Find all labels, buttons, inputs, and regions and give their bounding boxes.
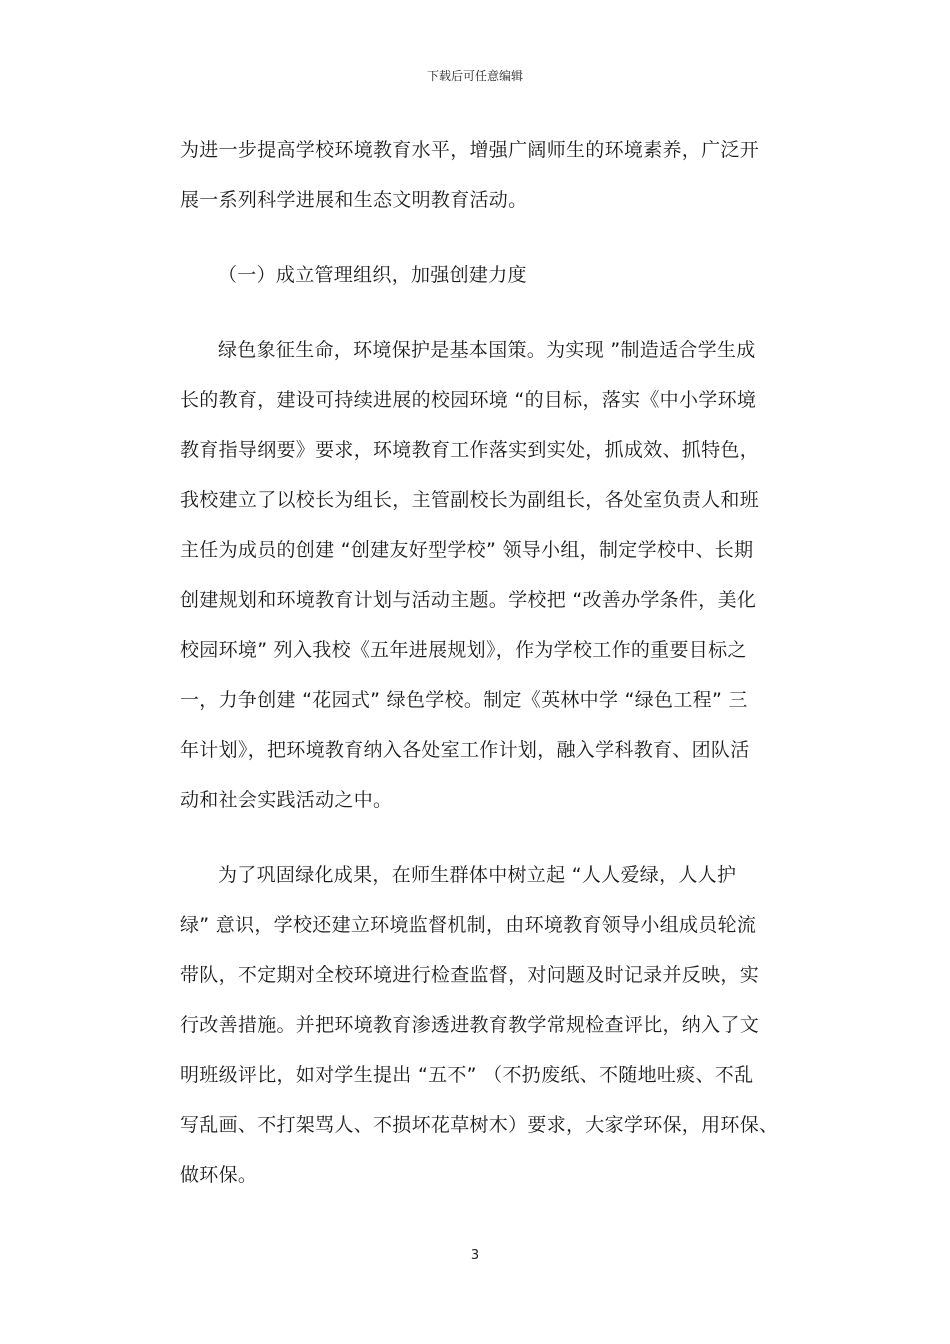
paragraph-3-line-1: 为了巩固绿化成果，在师生群体中树立起 “人人爱绿，人人护 — [218, 864, 737, 886]
paragraph-2-line-4: 我校建立了以校长为组长，主管副校长为副组长，各处室负责人和班 — [180, 489, 760, 511]
paragraph-3-line-6: 写乱画、不打架骂人、不损坏花草树木）要求，大家学环保，用环保、 — [180, 1114, 779, 1136]
paragraph-3-line-2: 绿” 意识，学校还建立环境监督机制，由环境教育领导小组成员轮流 — [180, 914, 757, 936]
paragraph-2-line-2: 长的教育，建设可持续进展的校园环境 “的目标，落实《中小学环境 — [180, 389, 757, 411]
paragraph-2-line-10: 动和社会实践活动之中。 — [180, 789, 393, 811]
paragraph-3-line-3: 带队，不定期对全校环境进行检查监督，对问题及时记录并反映，实 — [180, 964, 760, 986]
paragraph-2-line-3: 教育指导纲要》要求，环境教育工作落实到实处，抓成效、抓特色， — [180, 439, 760, 461]
page-number: 3 — [470, 1248, 480, 1263]
paragraph-1-line-1: 为进一步提高学校环境教育水平，增强广阔师生的环境素养，广泛开 — [180, 139, 760, 161]
paragraph-3-line-4: 行改善措施。并把环境教育渗透进教育教学常规检查评比，纳入了文 — [180, 1014, 760, 1036]
paragraph-1-line-2: 展一系列科学进展和生态文明教育活动。 — [180, 189, 528, 211]
paragraph-2-line-5: 主任为成员的创建 “创建友好型学校” 领导小组，制定学校中、长期 — [180, 539, 754, 561]
paragraph-2-line-7: 校园环境” 列入我校《五年进展规划》，作为学校工作的重要目标之 — [180, 639, 747, 661]
paragraph-3-line-7: 做环保。 — [180, 1164, 258, 1186]
page-header: 下载后可任意编辑 — [426, 69, 523, 83]
paragraph-2-line-8: 一，力争创建 “花园式” 绿色学校。制定《英林中学 “绿色工程” 三 — [180, 689, 748, 711]
section-heading: （一）成立管理组织，加强创建力度 — [218, 264, 527, 286]
paragraph-2-line-6: 创建规划和环境教育计划与活动主题。学校把 “改善办学条件，美化 — [180, 589, 757, 611]
paragraph-2-line-1: 绿色象征生命，环境保护是基本国策。为实现 ”制造适合学生成 — [218, 339, 756, 361]
paragraph-2-line-9: 年计划》，把环境教育纳入各处室工作计划，融入学科教育、团队活 — [180, 739, 750, 761]
paragraph-3-line-5: 明班级评比，如对学生提出 “五不” （不扔废纸、不随地吐痰、不乱 — [180, 1064, 754, 1086]
